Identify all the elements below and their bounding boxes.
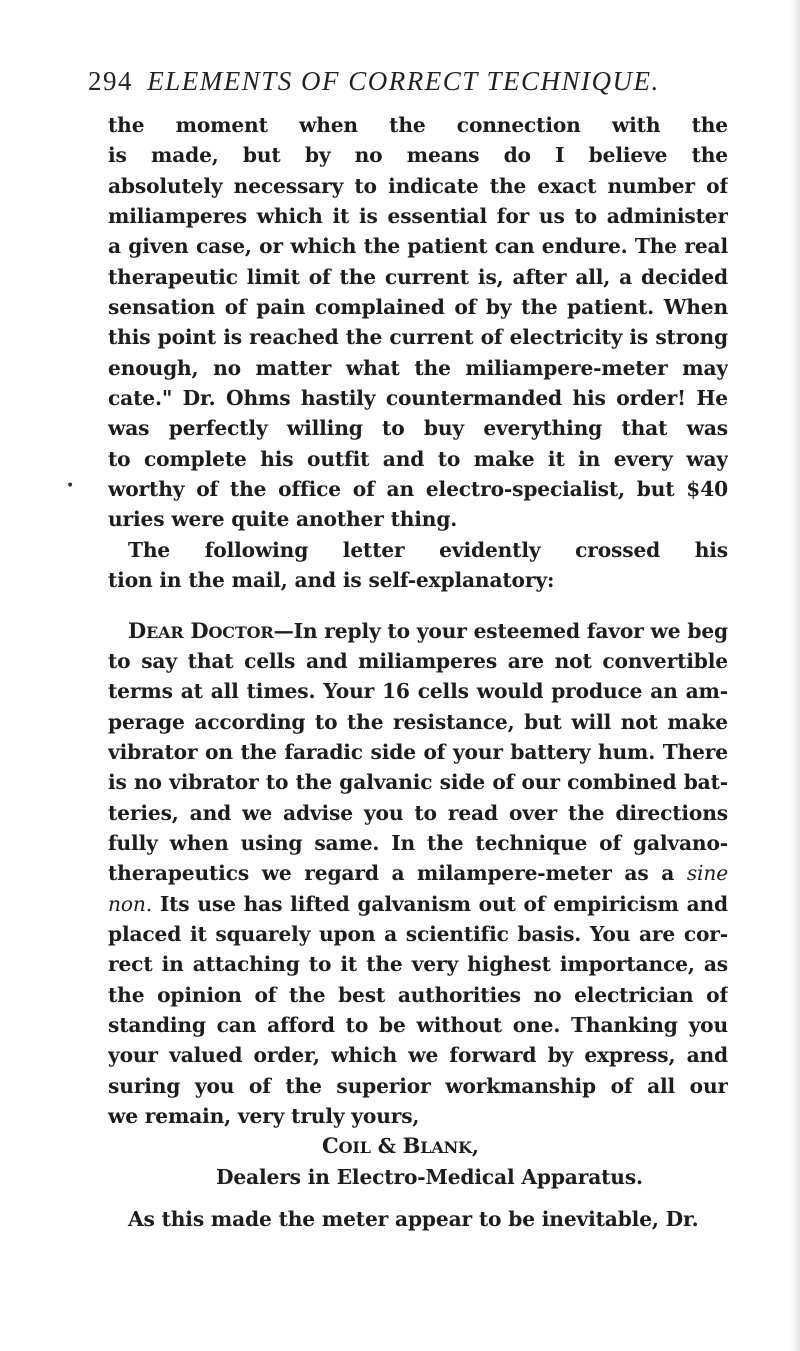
signature-description: Dealers in Electro-Medical Apparatus.: [216, 1164, 643, 1189]
small-cap: C: [322, 1133, 339, 1159]
text-line: fully when using same. In the technique of galvano-: [108, 830, 728, 855]
text-line: standing can afford to be without one. Thanking you: [108, 1012, 728, 1037]
text-line: we remain, very truly yours,: [108, 1104, 420, 1128]
text-line: sensation of pain complained of by the patient. When: [108, 295, 728, 320]
page-edge-shadow: [790, 0, 800, 1351]
margin-mark: •: [66, 478, 75, 494]
signature-name: [108, 1131, 728, 1161]
text-line: suring you of the superior workmanship of all our: [108, 1073, 728, 1098]
text-line: to complete his outfit and to make it in every way: [108, 446, 728, 471]
text-line: is no vibrator to the galvanic side of our combined bat-: [108, 770, 728, 795]
small-cap: OIL: [338, 1138, 371, 1158]
small-cap: D: [190, 617, 209, 643]
text-line: this point is reached the current of electricity is strong: [108, 325, 728, 350]
text-line: is made, but by no means do I believe the: [108, 143, 728, 168]
text-fragment: was perfectly willing to buy everything that was: [108, 416, 728, 441]
text-line: [108, 413, 728, 443]
text-line: placed it squarely upon a scientific basis. You are cor-: [108, 921, 728, 946]
italic-word: non.: [108, 891, 152, 916]
text-line: tion in the mail, and is self-explanatory:: [108, 568, 555, 593]
text-line: uries were quite another thing.: [108, 507, 458, 532]
small-cap: D: [128, 617, 147, 643]
italic-phrase: sine: [686, 861, 728, 886]
text-fragment: Its use has lifted galvanism out of empiricism and: [151, 891, 728, 916]
text-line: [108, 858, 728, 888]
text-line: teries, and we advise you to read over the directions: [108, 800, 728, 825]
chapter-title: ELEMENTS OF CORRECT TECHNIQUE.: [147, 66, 660, 96]
text-line: therapeutic limit of the current is, after all, a decided: [108, 264, 728, 289]
text-line: enough, no matter what the miliampere-meter may: [108, 355, 728, 380]
page-number: 294: [88, 66, 133, 96]
text-line: the moment when the connection with the: [108, 113, 728, 137]
text-line: absolutely necessary to indicate the exact number of: [108, 173, 728, 198]
ampersand: &: [377, 1134, 396, 1159]
text-line: As this made the meter appear to be inevitable, Dr.: [128, 1207, 699, 1232]
text-line: perage according to the resistance, but will not make: [108, 709, 728, 734]
text-line: rect in attaching to it the very highest importance, as: [108, 952, 728, 977]
text-line: terms at all times. Your 16 cells would produce an am-: [108, 679, 728, 704]
text-line: The following letter evidently crossed his: [128, 537, 728, 562]
text-line: cate." Dr. Ohms hastily countermanded his order! He: [108, 386, 728, 411]
letter-salutation-line: [108, 616, 728, 646]
small-cap: B: [402, 1133, 421, 1159]
body-text: [108, 110, 728, 1234]
text-line: vibrator on the faradic side of your battery hum. There: [108, 739, 728, 764]
text-fragment: ,: [471, 1134, 479, 1159]
small-cap: EAR: [146, 622, 184, 642]
text-line: a given case, or which the patient can endure. The real: [108, 234, 728, 259]
text-line: [108, 889, 728, 919]
text-line: your valued order, which we forward by express, and: [108, 1043, 728, 1068]
text-line: worthy of the office of an electro-specialist, but $40: [108, 477, 728, 502]
text-line: the opinion of the best authorities no electrician of: [108, 982, 728, 1007]
running-head: [88, 66, 738, 97]
text-fragment: —In reply to your esteemed favor we beg: [273, 618, 728, 643]
small-cap: LANK: [420, 1138, 472, 1158]
text-line: miliamperes which it is essential for us to administer: [108, 204, 728, 229]
text-line: to say that cells and miliamperes are not convertible: [108, 648, 728, 673]
small-cap: OCTOR: [208, 622, 274, 642]
text-fragment: therapeutics we regard a milampere-meter as a: [108, 861, 687, 886]
